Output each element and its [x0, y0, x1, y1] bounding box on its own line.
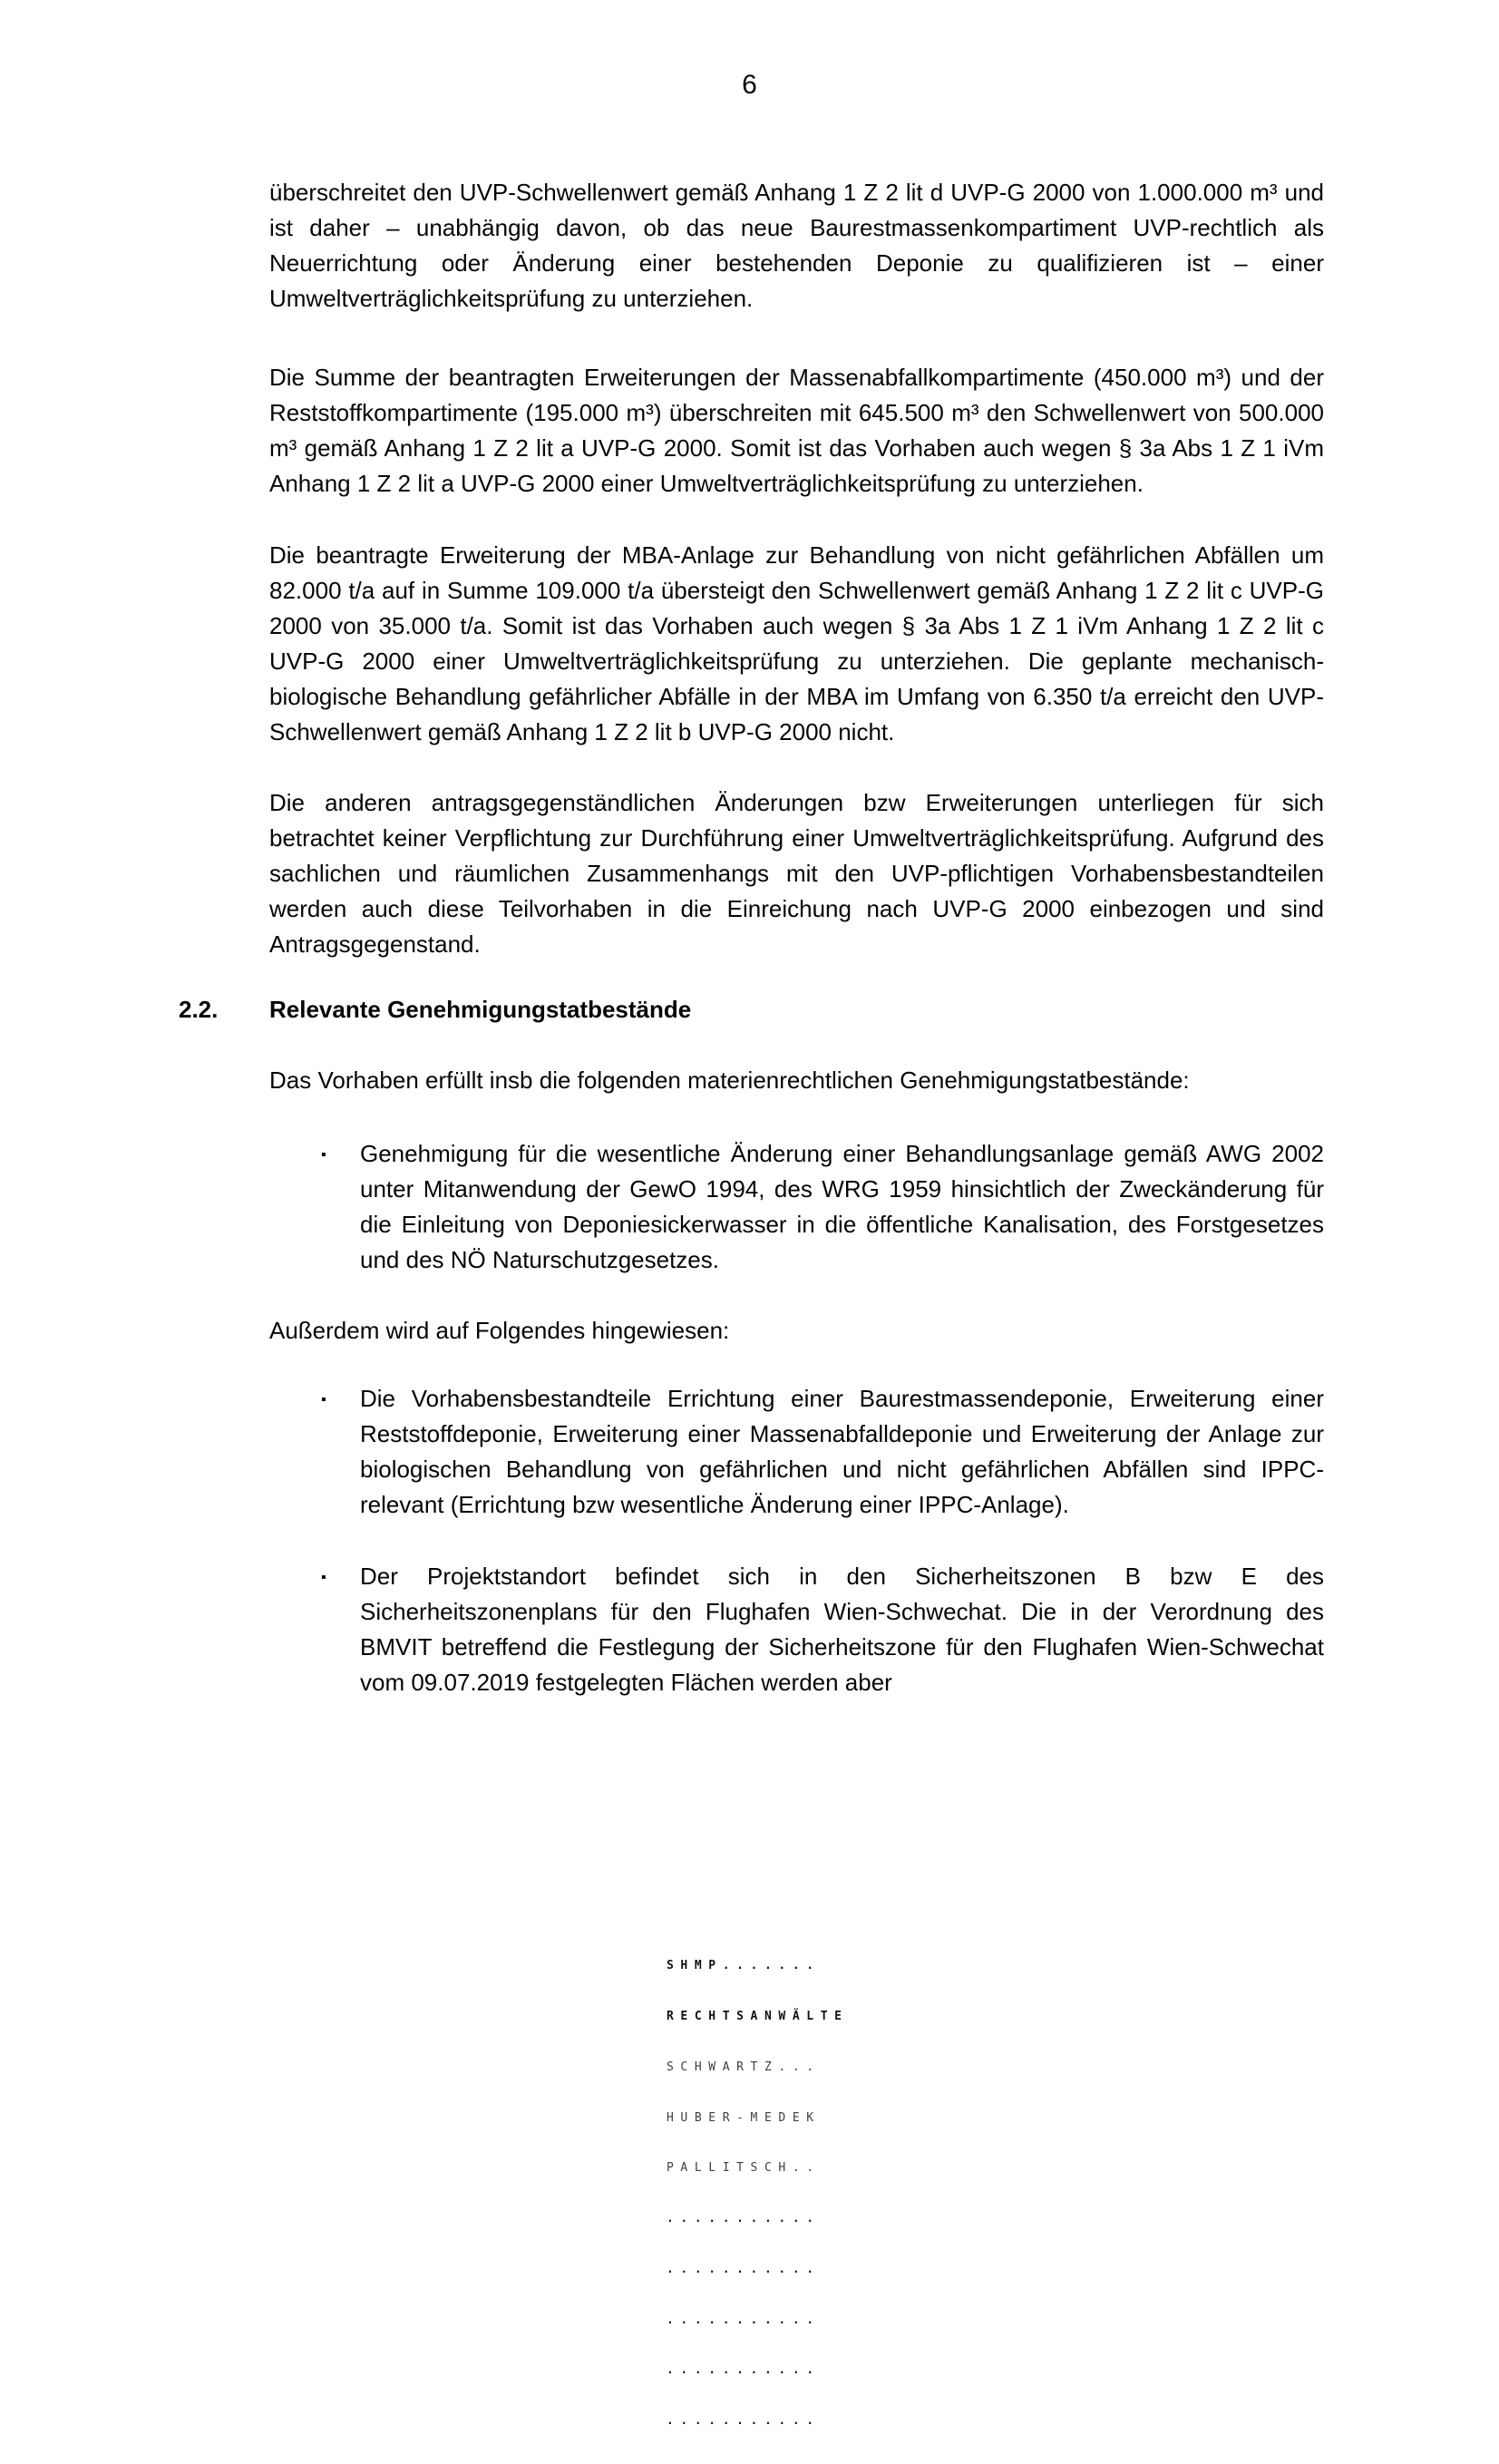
logo-row-shmp: SHMP....... — [667, 1959, 821, 1973]
document-body — [179, 175, 1324, 1700]
bullet-square-icon: ▪ — [321, 1147, 326, 1163]
logo-dot-row: ........... — [667, 2363, 821, 2378]
logo-dot-row: ........... — [667, 2212, 821, 2226]
logo-row-schwartz: SCHWARTZ... — [667, 2060, 821, 2074]
logo-row-pallitsch: PALLITSCH.. — [667, 2161, 821, 2176]
logo-dot-row: ........... — [667, 2262, 821, 2276]
bullet-text: Die Vorhabensbestandteile Errichtung einer Baurestmassendeponie, Erweiterung einer Reststoffdeponie, Erweiterung einer Massenabfalldeponie und Erweiterung der Anlage zur biologischen Behandlung von gefährlichen und nicht gefährlichen Abfällen sind IPPC-relevant (Errichtung bzw wesentliche Änderung einer IPPC-Anlage). — [360, 1385, 1324, 1518]
paragraph-other-changes: Die anderen antragsgegenständlichen Änderungen bzw Erweiterungen unterliegen für sich betrachtet keiner Verpflichtung zur Durchführung einer Umweltverträglichkeitsprüfung. Aufgrund des sachlichen und räumlichen Zusammenhangs mit den UVP-pflichtigen Vorhabensbestandteilen werden auch diese Teilvorhaben in die Einreichung nach UVP-G 2000 einbezogen und sind Antragsgegenstand. — [269, 789, 1324, 958]
bullet-square-icon: ▪ — [321, 1570, 326, 1585]
section-title: Relevante Genehmigungstatbestände — [269, 996, 692, 1023]
bullet-item-ippc — [269, 1381, 1324, 1523]
section-heading — [179, 992, 1324, 1027]
paragraph-uvp-threshold: überschreitet den UVP-Schwellenwert gemäß Anhang 1 Z 2 lit d UVP-G 2000 von 1.000.000 m³ und ist daher – unabhängig davon, ob das neue Baurestmassenkompartiment UVP-rechtlich als Neuerrichtung oder Änderung einer bestehenden Deponie zu qualifizieren ist – einer Umweltverträglichkeitsprüfung zu unterziehen. — [269, 179, 1324, 312]
logo-row-huber-medek: HUBER-MEDEK — [667, 2110, 821, 2125]
logo-dot-row: ........... — [667, 2313, 821, 2327]
bullet-square-icon: ▪ — [321, 1392, 326, 1407]
bullet-item-genehmigung — [269, 1136, 1324, 1278]
paragraph-ausserdem-hinweis: Außerdem wird auf Folgendes hingewiesen: — [269, 1317, 730, 1344]
paragraph-intro-genehmigungstatbestaende: Das Vorhaben erfüllt insb die folgenden materienrechtlichen Genehmigungstatbestände: — [269, 1066, 1190, 1094]
bullet-text: Der Projektstandort befindet sich in den Sicherheitszonen B bzw E des Sicherheitszonenplans für den Flughafen Wien-Schwechat. Die in der Verordnung des BMVIT betreffend die Festlegung der Sicherheitszone für den Flughafen Wien-Schwechat vom 09.07.2019 festgelegten Flächen werden aber — [360, 1563, 1324, 1696]
logo-row-rechtsanwaelte: RECHTSANWÄLTE — [667, 2009, 849, 2023]
section-number: 2.2. — [179, 996, 219, 1023]
paragraph-sum-extensions: Die Summe der beantragten Erweiterungen der Massenabfallkompartimente (450.000 m³) und der Reststoffkompartimente (195.000 m³) überschreiten mit 645.500 m³ den Schwellenwert von 500.000 m³ gemäß Anhang 1 Z 2 lit a UVP-G 2000. Somit ist das Vorhaben auch wegen § 3a Abs 1 Z 1 iVm Anhang 1 Z 2 lit a UVP-G 2000 einer Umweltverträglichkeitsprüfung zu unterziehen. — [269, 364, 1324, 497]
shmp-law-firm-logo — [667, 1924, 849, 2464]
page-number: 6 — [742, 70, 757, 100]
paragraph-mba-extension: Die beantragte Erweiterung der MBA-Anlage zur Behandlung von nicht gefährlichen Abfällen um 82.000 t/a auf in Summe 109.000 t/a übersteigt den Schwellenwert gemäß Anhang 1 Z 2 lit c UVP-G 2000 von 35.000 t/a. Somit ist das Vorhaben auch wegen § 3a Abs 1 Z 1 iVm Anhang 1 Z 2 lit c UVP-G 2000 einer Umweltverträglichkeitsprüfung zu unterziehen. Die geplante mechanisch-biologische Behandlung gefährlicher Abfälle in der MBA im Umfang von 6.350 t/a erreicht den UVP-Schwellenwert gemäß Anhang 1 Z 2 lit b UVP-G 2000 nicht. — [269, 541, 1324, 745]
bullet-text: Genehmigung für die wesentliche Änderung einer Behandlungsanlage gemäß AWG 2002 unter Mitanwendung der GewO 1994, des WRG 1959 hinsichtlich der Zweckänderung für die Einleitung von Deponiesickerwasser in die öffentliche Kanalisation, des Forstgesetzes und des NÖ Naturschutzgesetzes. — [360, 1140, 1324, 1273]
bullet-item-sicherheitszonen — [269, 1559, 1324, 1700]
logo-dot-row: ........... — [667, 2414, 821, 2429]
